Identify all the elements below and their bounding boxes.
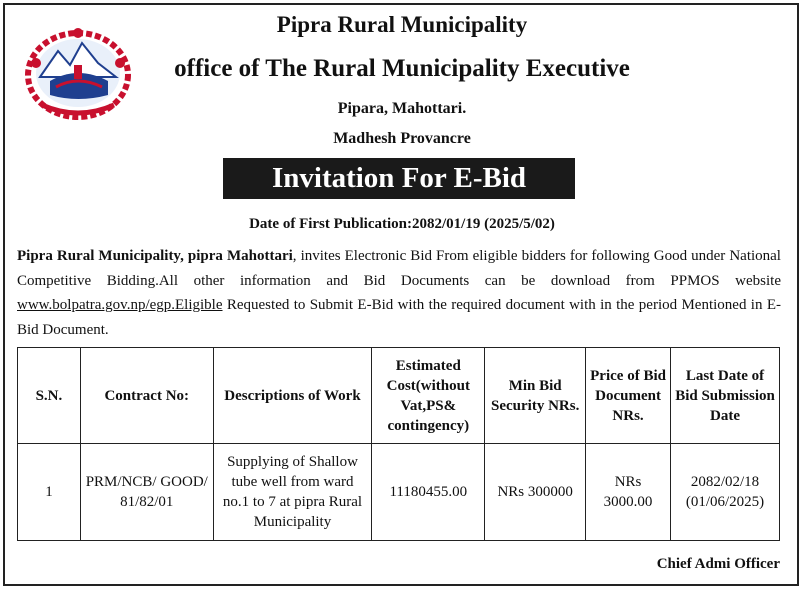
cell-description: Supplying of Shallow tube well from ward no.1 to 7 at pipra Rural Municipality bbox=[213, 444, 372, 541]
col-bid-security: Min Bid Security NRs. bbox=[485, 348, 586, 444]
col-last-date: Last Date of Bid Submission Date bbox=[671, 348, 780, 444]
body-lead: Pipra Rural Municipality, pipra Mahottari bbox=[17, 248, 293, 264]
notice-title: Invitation For E-Bid bbox=[223, 158, 575, 199]
table-row bbox=[18, 444, 780, 541]
cell-estimated-cost: 11180455.00 bbox=[372, 444, 485, 541]
bid-table bbox=[17, 347, 780, 541]
body-paragraph bbox=[17, 244, 781, 342]
col-contract: Contract No: bbox=[80, 348, 213, 444]
body-text-2: Requested to Submit E-Bid with the required document with in the period Mentioned in E-Bid Document. bbox=[17, 297, 781, 338]
office-name: office of The Rural Municipality Executive bbox=[174, 55, 630, 82]
col-sn: S.N. bbox=[18, 348, 81, 444]
signatory: Chief Admi Officer bbox=[656, 556, 780, 572]
address-line-1: Pipara, Mahottari. bbox=[337, 100, 467, 117]
body-text-1: , invites Electronic Bid From eligible bidders for following Good under National Competitive Bidding.All other information and Bid Documents can be download from PPMOS website bbox=[17, 248, 781, 289]
org-name: Pipra Rural Municipality bbox=[276, 12, 528, 37]
col-document-price: Price of Bid Document NRs. bbox=[586, 348, 671, 444]
cell-sn: 1 bbox=[18, 444, 81, 541]
col-description: Descriptions of Work bbox=[213, 348, 372, 444]
address-line-2: Madhesh Provancre bbox=[333, 130, 471, 147]
publication-date: Date of First Publication:2082/01/19 (2025/5/02) bbox=[249, 216, 555, 232]
table-header-row bbox=[18, 348, 780, 444]
cell-document-price: NRs 3000.00 bbox=[586, 444, 671, 541]
col-estimated-cost: Estimated Cost(without Vat,PS& contingency) bbox=[372, 348, 485, 444]
cell-bid-security: NRs 300000 bbox=[485, 444, 586, 541]
website-link[interactable]: www.bolpatra.gov.np/egp.Eligible bbox=[17, 297, 223, 313]
cell-contract: PRM/NCB/ GOOD/ 81/82/01 bbox=[80, 444, 213, 541]
cell-last-date: 2082/02/18 (01/06/2025) bbox=[671, 444, 780, 541]
